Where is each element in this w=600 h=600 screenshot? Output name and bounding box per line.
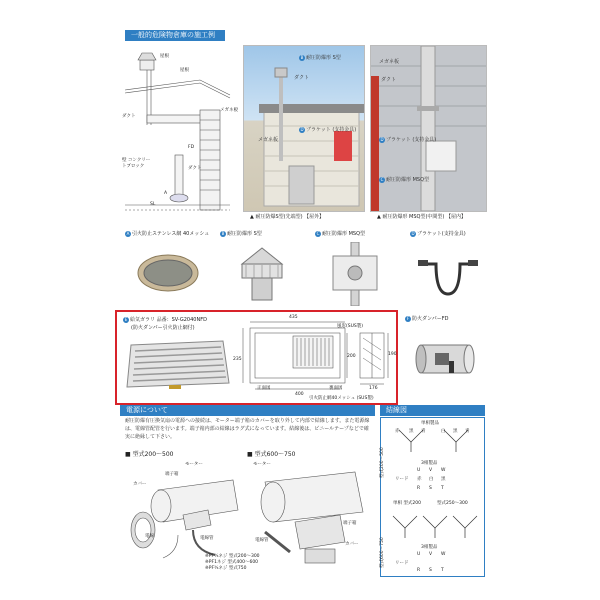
photo-tag: B 耐圧防爆形 S型: [300, 54, 341, 61]
uvw-label: U: [417, 468, 421, 473]
label-wire: 電線: [145, 534, 154, 539]
photo-tag: C 耐圧防爆形 MSQ型: [380, 176, 430, 183]
rst-label: R: [417, 568, 421, 573]
uvw-label: W: [441, 468, 446, 473]
wire-color: 黒: [441, 477, 446, 482]
label-terminal-box: 端子箱: [165, 472, 179, 477]
part-label: 引火防止ステンレス網 40メッシュ: [132, 231, 210, 237]
wire-color: 青: [421, 429, 426, 434]
msq-type-illustration: [327, 242, 383, 306]
diagram-label: SL: [150, 202, 156, 207]
label-conduit: 電線管: [200, 536, 214, 541]
power-body: 耐圧防爆有圧換気扇の電源への接続は、モーター端子箱のカバーを取り外して内部で結線します。また電源線は、電線管配管を行います。端子箱内部の結線はラグ式になっています。結線後は、ビニールテープなどで確実に絶縁して下さい。: [125, 418, 370, 440]
part-f-damper: [405, 315, 490, 400]
label-motor: モーター: [253, 462, 271, 467]
thread-note: ※PF1ネジ 型式400〜600: [205, 560, 259, 565]
uvw-label: W: [441, 552, 446, 557]
label-motor: モーター: [185, 462, 203, 467]
photo-s-caption: ▲ 耐圧防爆S型(先端型) 【屋外】: [250, 214, 325, 220]
thread-note: ※PF¾ネジ 型式750: [205, 566, 247, 571]
wire-color: 白: [429, 477, 434, 482]
bracket-illustration: [416, 246, 480, 302]
wire-color: 青: [465, 429, 470, 434]
damper-illustration: [411, 331, 481, 386]
badge-e: E: [124, 316, 128, 322]
rst-label: T: [441, 568, 444, 573]
dim-height: 235: [233, 357, 242, 362]
diagram-label: 屋根: [180, 68, 189, 73]
badge-d: D: [300, 126, 304, 132]
diagram-label: メガネ板: [220, 108, 238, 113]
power-section-bar: [120, 405, 375, 416]
wiring-side-label: 型式600〜750: [380, 537, 385, 568]
s-type-illustration: [232, 244, 292, 306]
wiring-row-head: 単相 型式200: [393, 501, 422, 506]
thread-notes: [205, 553, 260, 571]
wiring-section-bar: [380, 405, 485, 416]
wiring-row-head: 型式250〜300: [437, 501, 468, 506]
label-cover: カバー: [345, 542, 359, 547]
badge-d: D: [380, 136, 384, 142]
wiring-title: 結線図: [386, 406, 407, 414]
uvw-label: V: [429, 552, 433, 557]
part-a: [125, 230, 210, 310]
photo-msq-caption: ▲ 耐圧防爆形 MSQ型(中間型) 【屋内】: [377, 214, 466, 220]
photo-tag: ダクト: [381, 77, 397, 83]
uvw-label: V: [429, 468, 433, 473]
diagram-label: 屋根: [160, 54, 169, 59]
grille-highlight-box: [115, 310, 398, 405]
photo-msq-illustration: [371, 46, 486, 211]
part-label: 耐圧防爆形 MSQ型: [322, 231, 366, 237]
diagram-label: A: [164, 191, 168, 196]
catalog-page: [115, 25, 490, 580]
photo-tag: D ブラケット (支持金具): [300, 126, 357, 133]
badge-c: C: [380, 176, 384, 182]
rst-label: S: [429, 486, 432, 491]
section-title-bar: [125, 30, 225, 41]
part-c: [315, 230, 400, 310]
photo-s-type-outdoor: [243, 45, 365, 212]
badge-d: D: [411, 230, 415, 236]
wiring-row-sub: 3相製品: [421, 545, 438, 550]
badge-c: C: [316, 230, 320, 236]
dim-inner-height: 200: [347, 354, 356, 359]
rst-label: R: [417, 486, 421, 491]
part-b: [220, 230, 305, 310]
wiring-row-sub: 3相製品: [421, 461, 438, 466]
label-cover: カバー: [133, 482, 147, 487]
wire-color: 赤: [417, 477, 422, 482]
part-d: [410, 230, 490, 310]
photo-tag: メガネ板: [258, 137, 279, 143]
mesh-illustration: [133, 248, 203, 298]
wire-color: 赤: [395, 429, 400, 434]
lead-label: リード: [395, 477, 409, 482]
section-title: 一般的危険物倉庫の施工例: [131, 31, 215, 39]
dim-right-height: 190: [388, 352, 397, 357]
model-b-heading: ■ 型式600〜750: [247, 451, 296, 458]
badge-f: F: [406, 315, 410, 321]
diagram-label: FD: [188, 145, 195, 150]
installation-diagram-svg: [120, 45, 235, 220]
diagram-label: ダクト: [122, 114, 136, 119]
photo-tag: D ブラケット (支持金具): [380, 136, 437, 143]
diagram-label: ダクト: [188, 166, 202, 171]
label-conduit: 電線管: [255, 538, 269, 543]
wiring-row-head: 単相製品: [421, 421, 439, 426]
label-mesh: 引火防止網40メッシュ (SUS製): [309, 396, 374, 401]
wiring-panel: [380, 417, 485, 577]
wiring-side-label: 型式200〜500: [380, 447, 385, 478]
label-terminal-box: 端子箱: [343, 521, 357, 526]
grille-subtitle: (防火ダンパー引火防止網付): [131, 325, 195, 331]
wiring-diagram-single-2: [389, 512, 484, 542]
grille-title: 給気ガラリ 品番：SV-G2040NFD: [130, 317, 207, 323]
wire-color: 黒: [453, 429, 458, 434]
part-label: 耐圧防爆形 S型: [227, 231, 262, 237]
uvw-label: U: [417, 552, 421, 557]
wire-color: 白: [441, 429, 446, 434]
label-frame: 風窓(SUS製): [337, 324, 364, 329]
rst-label: S: [429, 568, 432, 573]
lead-label: リード: [395, 561, 409, 566]
damper-label: 防火ダンパーFD: [412, 316, 449, 322]
badge-a: A: [126, 230, 130, 236]
motor-b-illustration: [245, 457, 375, 572]
photo-msq-type-indoor: [370, 45, 487, 212]
power-title: 電源について: [126, 406, 168, 414]
photo-tag: メガネ板: [379, 59, 400, 65]
badge-b: B: [300, 54, 304, 60]
grille-photo: [123, 337, 233, 392]
badge-b: B: [221, 230, 225, 236]
part-label: ブラケット(支持金具): [417, 231, 466, 237]
rst-label: T: [441, 486, 444, 491]
label-front-view: 正面図: [257, 386, 271, 391]
dim-width: 435: [289, 315, 298, 320]
dim-inner-width: 400: [295, 392, 304, 397]
installation-diagram: [120, 45, 238, 220]
model-a-heading: ■ 型式200〜500: [125, 451, 174, 458]
label-back-view: 裏面図: [329, 386, 343, 391]
wire-color: 黒: [409, 429, 414, 434]
thread-note: ※PF¾ネジ 型式200〜300: [205, 554, 260, 559]
dim-depth: 176: [369, 386, 378, 391]
photo-tag: ダクト: [294, 75, 310, 81]
diagram-label: 壁 コンクリートブロック: [122, 158, 151, 169]
